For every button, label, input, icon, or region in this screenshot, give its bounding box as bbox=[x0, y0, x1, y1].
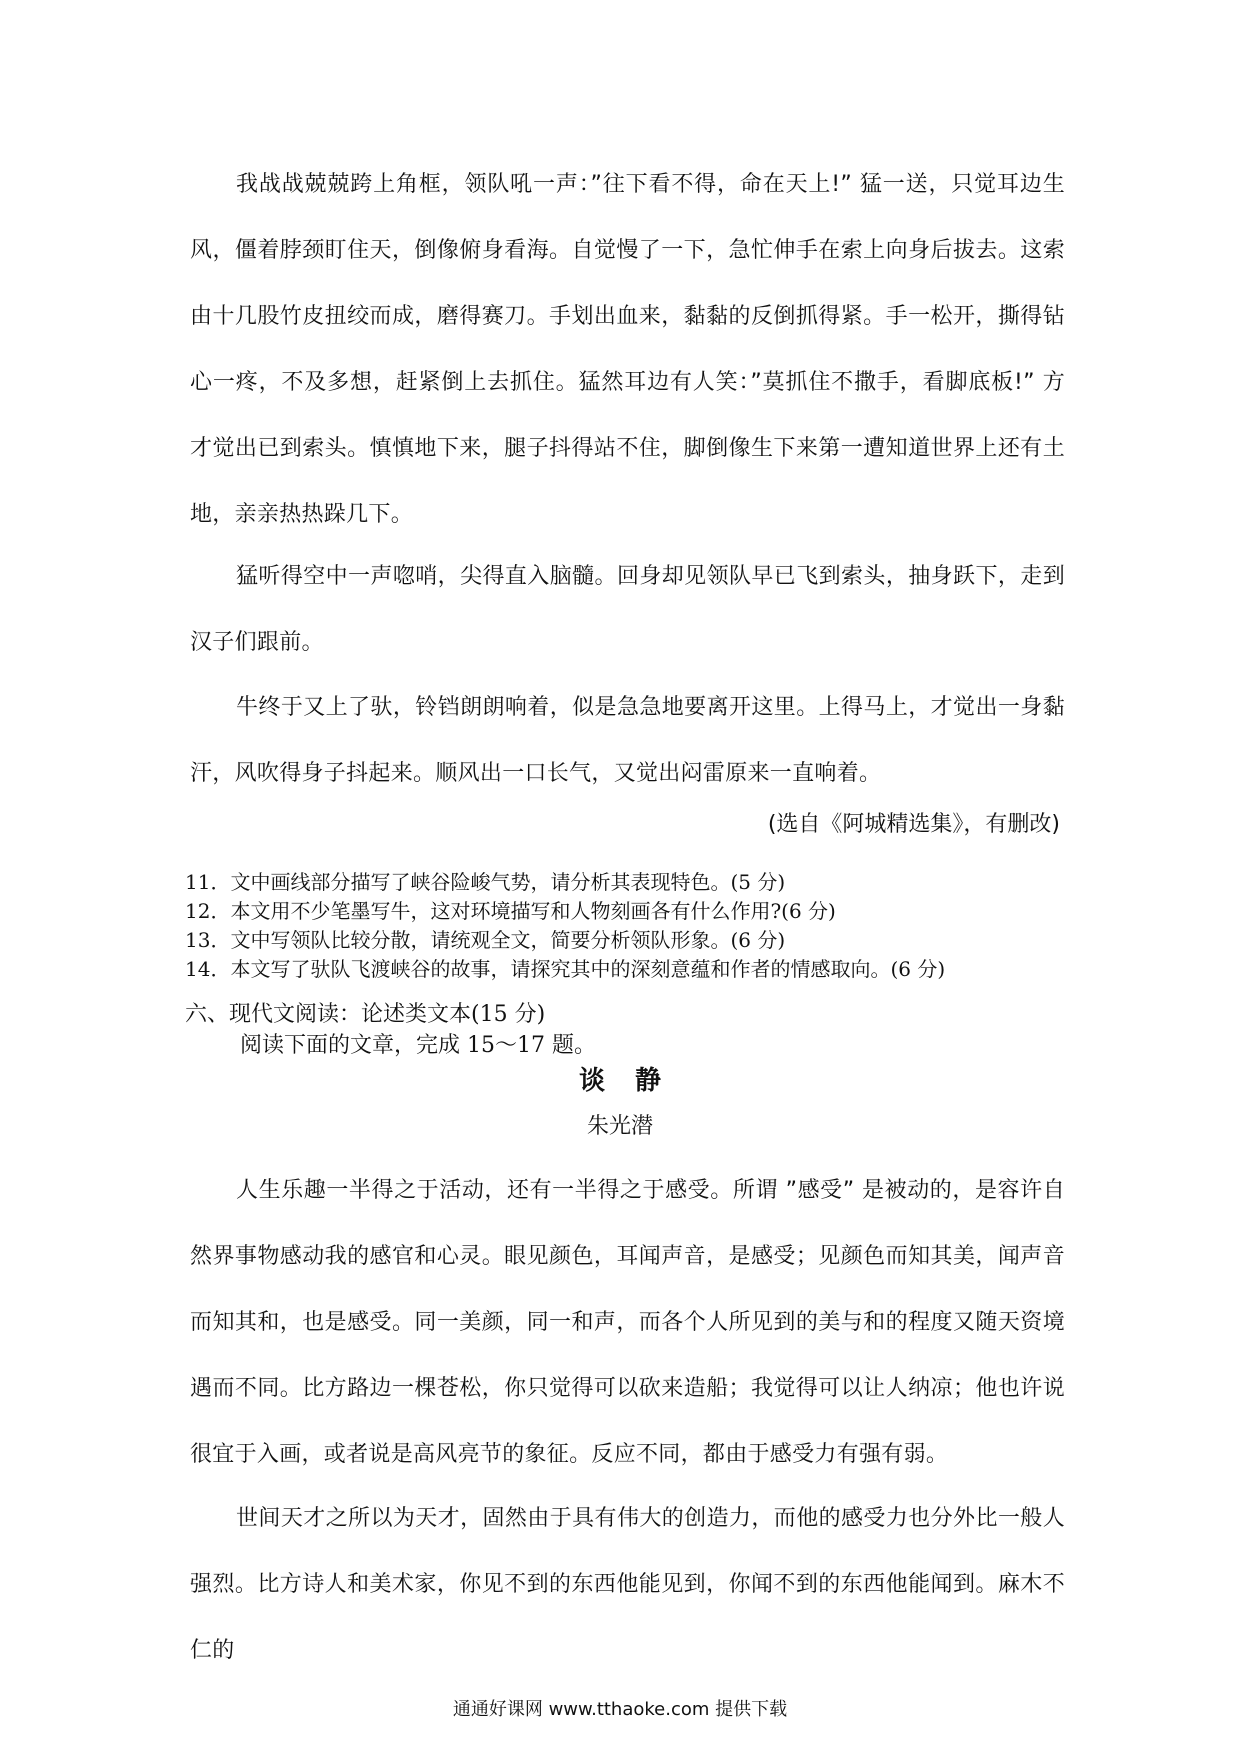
passage-source: (选自《阿城精选集》，有删改) bbox=[767, 812, 1060, 837]
essay-title: 谈静 bbox=[578, 1066, 691, 1096]
page-footer: 通通好课网 www.tthaoke.com 提供下载 bbox=[452, 1699, 788, 1720]
question-11: 11．文中画线部分描写了峡谷险峻气势，请分析其表现特色。(5 分) bbox=[185, 870, 786, 894]
passage-paragraph-2: 猛听得空中一声唿哨，尖得直入脑髓。回身却见领队早已飞到索头，抽身跃下，走到汉子们跟前。 bbox=[190, 564, 1065, 655]
question-13: 13．文中写领队比较分散，请统观全文，简要分析领队形象。(6 分) bbox=[185, 928, 786, 952]
question-14: 14．本文写了驮队飞渡峡谷的故事，请探究其中的深刻意蕴和作者的情感取向。(6 分) bbox=[185, 957, 946, 981]
question-12: 12．本文用不少笔墨写牛，这对环境描写和人物刻画各有什么作用?(6 分) bbox=[185, 899, 836, 923]
essay-paragraph-2: 世间天才之所以为天才，固然由于具有伟大的创造力，而他的感受力也分外比一般人强烈。比方诗人和美术家，你见不到的东西他能见到，你闻不到的东西他能闻到。麻木不仁的 bbox=[190, 1506, 1065, 1663]
section-instruction: 阅读下面的文章，完成 15～17 题。 bbox=[240, 1033, 596, 1058]
passage-paragraph-1: 我战战兢兢跨上角框，领队吼一声：”往下看不得，命在天上!” 猛一送，只觉耳边生风，僵着脖颈盯住天，倒像俯身看海。自觉慢了一下，急忙伸手在索上向身后拔去。这索由十几股竹皮扭绞而成，磨得赛刀。手划出血来，黏黏的反倒抓得紧。手一松开，撕得钻心一疼，不及多想，赶紧倒上去抓住。猛然耳边有人笑：”莫抓住不撒手，看脚底板!” 方才觉出已到索头。慎慎地下来，腿子抖得站不住，脚倒像生下来第一遭知道世界上还有土地，亲亲热热跺几下。 bbox=[190, 172, 1065, 527]
section-title: 六、现代文阅读：论述类文本(15 分) bbox=[185, 1002, 546, 1027]
passage-paragraph-3: 牛终于又上了驮，铃铛朗朗响着，似是急急地要离开这里。上得马上，才觉出一身黏汗，风吹得身子抖起来。顺风出一口长气，又觉出闷雷原来一直响着。 bbox=[190, 695, 1065, 786]
question-list bbox=[185, 868, 1085, 984]
essay-paragraph-1: 人生乐趣一半得之于活动，还有一半得之于感受。所谓 ”感受” 是被动的，是容许自然界事物感动我的感官和心灵。眼见颜色，耳闻声音，是感受；见颜色而知其美，闻声音而知其和，也是感受。同一美颜，同一和声，而各个人所见到的美与和的程度又随天资境遇而不同。比方路边一棵苍松，你只觉得可以砍来造船；我觉得可以让人纳凉；他也许说很宜于入画，或者说是高风亮节的象征。反应不同，都由于感受力有强有弱。 bbox=[190, 1178, 1065, 1467]
essay-author: 朱光潜 bbox=[586, 1114, 653, 1139]
